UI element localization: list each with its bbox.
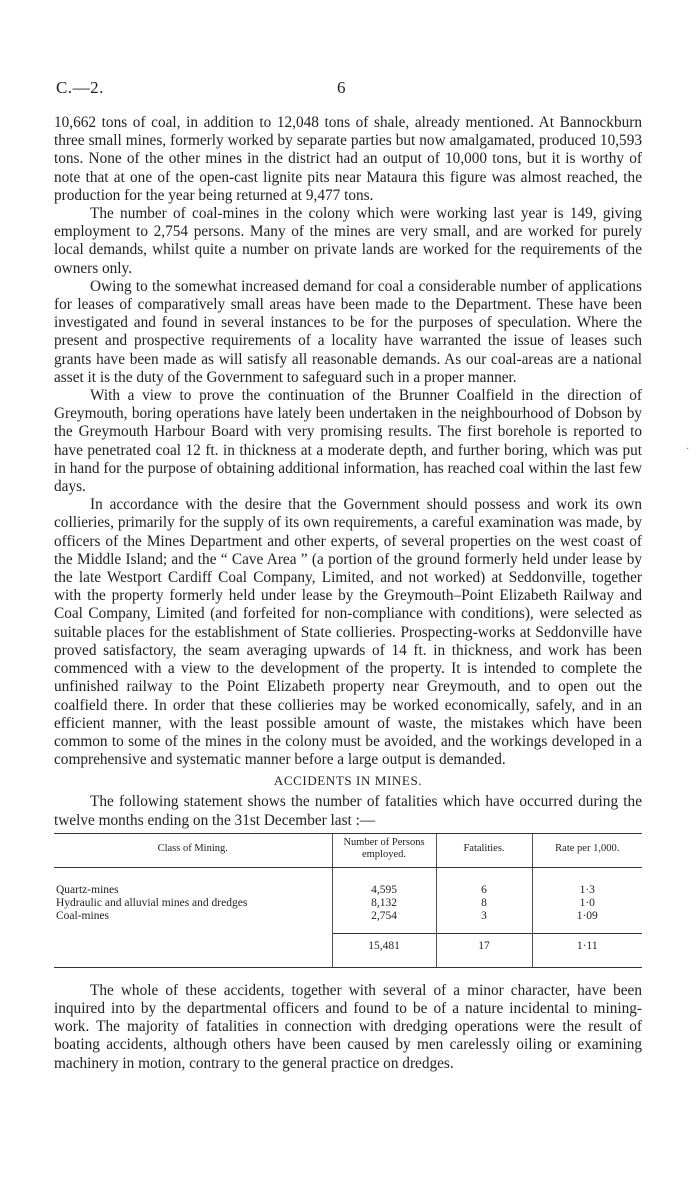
paragraph-coal-mines-count: The number of coal-mines in the colony which were working last year is 149, giving employment to 2,754 persons. Many of the mines are very small, and are worked for purely local demands, whilst quite a number on private lands are worked for the requirements of the owners only. [54,205,642,277]
table-bottom-cell [54,963,332,968]
row-class: Quartz-mines [56,883,119,896]
row-class: Coal-mines [56,909,110,922]
table-bottom-cell [532,963,642,968]
row-persons: 4,595 [332,867,436,897]
header-rate: Rate per 1,000. [532,833,642,867]
accidents-table [54,833,642,968]
total-fatalities: 17 [436,933,532,963]
row-rate: 1·09 [532,910,642,934]
header-persons: Number of Persons employed. [332,833,436,867]
table-row [54,897,642,910]
page-body [54,114,642,1073]
paragraph-continuation: 10,662 tons of coal, in addition to 12,048 tons of shale, already mentioned. At Bannockburn three small mines, formerly worked by separate parties but now amalgamated, produced 10,593 tons. None of the other mines in the district had an output of 10,000 tons, but it is worthy of note that at one of the open-cast lignite pits near Mataura this figure was almost reached, the production for the year being returned at 9,477 tons. [54,114,642,204]
row-rate: 1·3 [532,867,642,897]
table-bottom-rule [54,963,642,968]
total-persons: 15,481 [332,933,436,963]
paragraph-accidents-intro: The following statement shows the number of fatalities which have occurred during the twelve months ending on the 31st December last :— [54,793,642,829]
row-rate: 1·0 [532,897,642,910]
paragraph-brunner-coalfield: With a view to prove the continuation of the Brunner Coalfield in the direction of Greymouth, boring operations have lately been undertaken in the neighbourhood of Dobson by the Greymouth Harbour Board with very promising results. The first borehole is reported to have penetrated coal 12 ft. in thickness at a moderate depth, and further boring, which was put in hand for the purpose of obtaining additional information, has reached coal within the last few days. [54,387,642,496]
section-heading: ACCIDENTS IN MINES. [273,773,423,789]
row-fatalities: 8 [436,897,532,910]
row-fatalities: 3 [436,910,532,934]
paragraph-accidents-inquiry: The whole of these accidents, together with several of a minor character, have been inquired into by the departmental officers and found to be of a nature incidental to mining-work. The majority of fatalities in connection with dredging operations were the result of boating accidents, although others have been caused by men carelessly oiling or examining machinery in motion, contrary to the general practice on dredges. [54,981,642,1072]
header-class: Class of Mining. [54,833,332,867]
table-bottom-cell [436,963,532,968]
row-persons: 2,754 [332,910,436,934]
document-code: C.—2. [56,78,104,97]
row-fatalities: 6 [436,867,532,897]
header-fatalities: Fatalities. [436,833,532,867]
page-header [56,78,346,98]
paragraph-state-collieries: In accordance with the desire that the Government should possess and work its own collieries, primarily for the supply of its own requirements, a careful examination was made, by officers of the Mines Department and other experts, of several properties on the west coast of the Middle Island; and the “ Cave Area ” (a portion of the ground formerly held under lease by the late Westport Cardiff Coal Company, Limited, and not worked) at Seddonville, together with the property formerly held under lease by the Greymouth–Point Elizabeth Railway and Coal Company, Limited (and forfeited for non-compliance with conditions), were selected as suitable places for the establishment of State collieries. Prospecting-works at Seddonville have proved satisfactory, the seam averaging upwards of 14 ft. in thickness, and work has been commenced with a view to the development of the property. It is intended to complete the unfinished railway to the Point Elizabeth property near Greymouth, and to open out the coalfield there. In order that these collieries may be worked economically, safely, and in an efficient manner, with the least possible amount of waste, the mistakes which have been common to some of the mines in the colony must be avoided, and the workings developed in a comprehensive and systematic manner before a large output is demanded. [54,496,642,769]
table-total-row [54,933,642,963]
total-label-cell [54,933,332,963]
table-bottom-cell [332,963,436,968]
total-rate: 1·11 [532,933,642,963]
row-class: Hydraulic and alluvial mines and dredges [56,896,248,909]
table-row [54,910,642,934]
page-number: 6 [337,78,346,97]
table-row [54,867,642,897]
table-header-row [54,833,642,867]
paragraph-lease-applications: Owing to the somewhat increased demand for coal a considerable number of applications for leases of comparatively small areas have been made to the Department. These have been investigated and found in several instances to be for the purposes of speculation. Where the present and prospective requirements of a locality have warranted the issue of leases such grants have been made as will satisfy all reasonable demands. As our coal-areas are a national asset it is the duty of the Government to safeguard such in a proper manner. [54,277,642,386]
margin-mark: · [686,444,690,455]
row-persons: 8,132 [332,897,436,910]
